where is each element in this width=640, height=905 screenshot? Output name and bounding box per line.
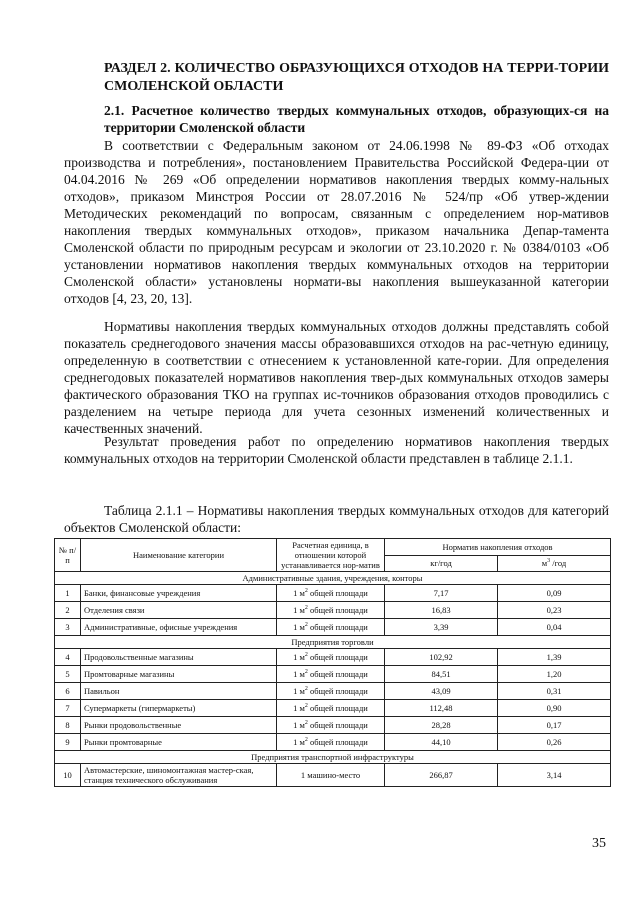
row-m3-per-year: 0,31 bbox=[498, 683, 611, 700]
table-row bbox=[55, 666, 611, 683]
row-kg-per-year: 266,87 bbox=[385, 764, 498, 787]
unit-rest: общей площади bbox=[307, 686, 368, 696]
header-unit: Расчетная единица, в отношении которой устанавливается нор-матив bbox=[277, 539, 385, 572]
row-m3-per-year: 1,39 bbox=[498, 649, 611, 666]
table-row bbox=[55, 764, 611, 787]
row-m3-per-year: 0,17 bbox=[498, 717, 611, 734]
header-norm: Норматив накопления отходов bbox=[385, 539, 611, 556]
unit-base: 1 м bbox=[293, 622, 305, 632]
row-unit bbox=[277, 734, 385, 751]
row-m3-per-year: 0,90 bbox=[498, 700, 611, 717]
page-number: 35 bbox=[592, 836, 606, 851]
unit-base: 1 м bbox=[293, 605, 305, 615]
unit-exponent: 2 bbox=[304, 588, 308, 595]
norms-table bbox=[54, 538, 611, 787]
unit-rest: общей площади bbox=[307, 737, 368, 747]
unit-base: 1 м bbox=[293, 669, 305, 679]
row-category: Супермаркеты (гипермаркеты) bbox=[81, 700, 277, 717]
unit-rest: общей площади bbox=[307, 605, 368, 615]
unit-exponent: 2 bbox=[304, 605, 308, 612]
section-title: Предприятия транспортной инфраструктуры bbox=[55, 751, 611, 764]
row-category: Рынки промтоварные bbox=[81, 734, 277, 751]
row-kg-per-year: 43,09 bbox=[385, 683, 498, 700]
row-m3-per-year: 0,09 bbox=[498, 585, 611, 602]
row-unit bbox=[277, 717, 385, 734]
unit-exponent: 2 bbox=[304, 652, 308, 659]
header-kg: кг/год bbox=[385, 555, 498, 572]
paragraph-result: Результат проведения работ по определению нормативов накопления твердых коммунальных отходов на территории Смоленской области представлен в таблице 2.1.1. bbox=[64, 434, 609, 466]
norms-table-body bbox=[55, 572, 611, 787]
table-row bbox=[55, 585, 611, 602]
table-row bbox=[55, 619, 611, 636]
row-unit bbox=[277, 683, 385, 700]
header-m3 bbox=[498, 555, 611, 572]
row-m3-per-year: 0,26 bbox=[498, 734, 611, 751]
header-m3-base: м bbox=[541, 558, 548, 569]
row-number: 7 bbox=[55, 700, 81, 717]
row-m3-per-year: 0,04 bbox=[498, 619, 611, 636]
unit-base: 1 м bbox=[293, 588, 305, 598]
row-category: Продовольственные магазины bbox=[81, 649, 277, 666]
unit-rest: общей площади bbox=[307, 720, 368, 730]
unit-base: 1 м bbox=[293, 652, 305, 662]
row-category: Промтоварные магазины bbox=[81, 666, 277, 683]
unit-exponent: 2 bbox=[304, 737, 308, 744]
unit-rest: общей площади bbox=[307, 669, 368, 679]
row-m3-per-year: 1,20 bbox=[498, 666, 611, 683]
table-section-row bbox=[55, 572, 611, 585]
row-number: 4 bbox=[55, 649, 81, 666]
unit-base: 1 м bbox=[293, 737, 305, 747]
unit-exponent: 2 bbox=[304, 703, 308, 710]
row-category: Административные, офисные учреждения bbox=[81, 619, 277, 636]
row-kg-per-year: 7,17 bbox=[385, 585, 498, 602]
unit-rest: общей площади bbox=[307, 588, 368, 598]
row-unit bbox=[277, 619, 385, 636]
paragraph-legal-basis: В соответствии с Федеральным законом от 24.06.1998 № 89-ФЗ «Об отходах производства и потребления», постановлением Правительства Российской Федера-ции от 04.04.2016 № 269 «Об определении нормативов накопления твердых комму-нальных отходов», приказом Минстроя России от 28.07.2016 № 524/пр «Об утвер-ждении Методических рекомендаций по вопросам, связанным с определением нор-мативов накопления твердых коммунальных отходов», приказом начальника Депар-тамента Смоленской области по природным ресурсам и экологии от 23.10.2020 г. № 0384/0103 «Об установлении нормативов накопления твердых коммунальных отходов на территории Смоленской области» установлены нормати-вы накопления вышеуказанной категории отходов [4, 23, 20, 13]. bbox=[64, 138, 609, 306]
unit-rest: общей площади bbox=[307, 652, 368, 662]
unit-exponent: 2 bbox=[304, 622, 308, 629]
unit-rest: общей площади bbox=[307, 703, 368, 713]
row-m3-per-year: 0,23 bbox=[498, 602, 611, 619]
row-kg-per-year: 16,83 bbox=[385, 602, 498, 619]
section-title: Административные здания, учреждения, конторы bbox=[55, 572, 611, 585]
unit-exponent: 2 bbox=[304, 720, 308, 727]
row-m3-per-year: 3,14 bbox=[498, 764, 611, 787]
header-m3-exp: 3 bbox=[547, 558, 551, 565]
row-unit bbox=[277, 649, 385, 666]
row-category: Рынки продовольственные bbox=[81, 717, 277, 734]
table-row bbox=[55, 602, 611, 619]
table-caption: Таблица 2.1.1 – Нормативы накопления твердых коммунальных отходов для категорий объектов Смоленской области: bbox=[64, 503, 609, 535]
section-heading: РАЗДЕЛ 2. КОЛИЧЕСТВО ОБРАЗУЮЩИХСЯ ОТХОДОВ НА ТЕРРИ-ТОРИИ СМОЛЕНСКОЙ ОБЛАСТИ bbox=[104, 61, 609, 94]
row-number: 10 bbox=[55, 764, 81, 787]
row-number: 9 bbox=[55, 734, 81, 751]
row-kg-per-year: 44,10 bbox=[385, 734, 498, 751]
row-unit bbox=[277, 666, 385, 683]
unit-base: 1 м bbox=[293, 686, 305, 696]
row-number: 1 bbox=[55, 585, 81, 602]
table-row bbox=[55, 649, 611, 666]
row-number: 6 bbox=[55, 683, 81, 700]
row-category: Банки, финансовые учреждения bbox=[81, 585, 277, 602]
table-row bbox=[55, 700, 611, 717]
unit-base: 1 м bbox=[293, 720, 305, 730]
table-row bbox=[55, 717, 611, 734]
unit-exponent: 2 bbox=[304, 669, 308, 676]
table-section-row bbox=[55, 751, 611, 764]
section-title: Предприятия торговли bbox=[55, 636, 611, 649]
header-m3-suffix: /год bbox=[550, 558, 567, 569]
unit-base: 1 машино-место bbox=[300, 770, 361, 780]
unit-rest: общей площади bbox=[307, 622, 368, 632]
row-category: Отделения связи bbox=[81, 602, 277, 619]
row-unit bbox=[277, 700, 385, 717]
row-unit bbox=[277, 585, 385, 602]
row-number: 8 bbox=[55, 717, 81, 734]
row-kg-per-year: 3,39 bbox=[385, 619, 498, 636]
row-kg-per-year: 28,28 bbox=[385, 717, 498, 734]
subsection-heading: 2.1. Расчетное количество твердых коммунальных отходов, образующих-ся на территории Смоленской области bbox=[104, 103, 609, 135]
table-section-row bbox=[55, 636, 611, 649]
row-number: 5 bbox=[55, 666, 81, 683]
row-unit bbox=[277, 764, 385, 787]
row-unit bbox=[277, 602, 385, 619]
row-number: 2 bbox=[55, 602, 81, 619]
row-category: Автомастерские, шиномонтажная мастер-ская, станция технического обслуживания bbox=[81, 764, 277, 787]
header-num: № п/п bbox=[55, 539, 81, 572]
row-kg-per-year: 112,48 bbox=[385, 700, 498, 717]
unit-base: 1 м bbox=[293, 703, 305, 713]
table-row bbox=[55, 734, 611, 751]
paragraph-methodology: Нормативы накопления твердых коммунальных отходов должны представлять собой показатель среднегодового значения массы образовавшихся отходов на рас-четную единицу, определенную в соответствии с отнесением к установленной кате-гории. Для определения среднегодовых показателей нормативов накопления твер-дых коммунальных отходов замеры фактического образования ТКО на группах ис-точников образования отходов проводились с разделением на четыре периода для учета сезонных изменений количественных и качественных значений. bbox=[64, 319, 609, 436]
row-kg-per-year: 102,92 bbox=[385, 649, 498, 666]
table-row bbox=[55, 683, 611, 700]
header-category: Наименование категории bbox=[81, 539, 277, 572]
row-kg-per-year: 84,51 bbox=[385, 666, 498, 683]
row-number: 3 bbox=[55, 619, 81, 636]
unit-exponent: 2 bbox=[304, 686, 308, 693]
row-category: Павильон bbox=[81, 683, 277, 700]
